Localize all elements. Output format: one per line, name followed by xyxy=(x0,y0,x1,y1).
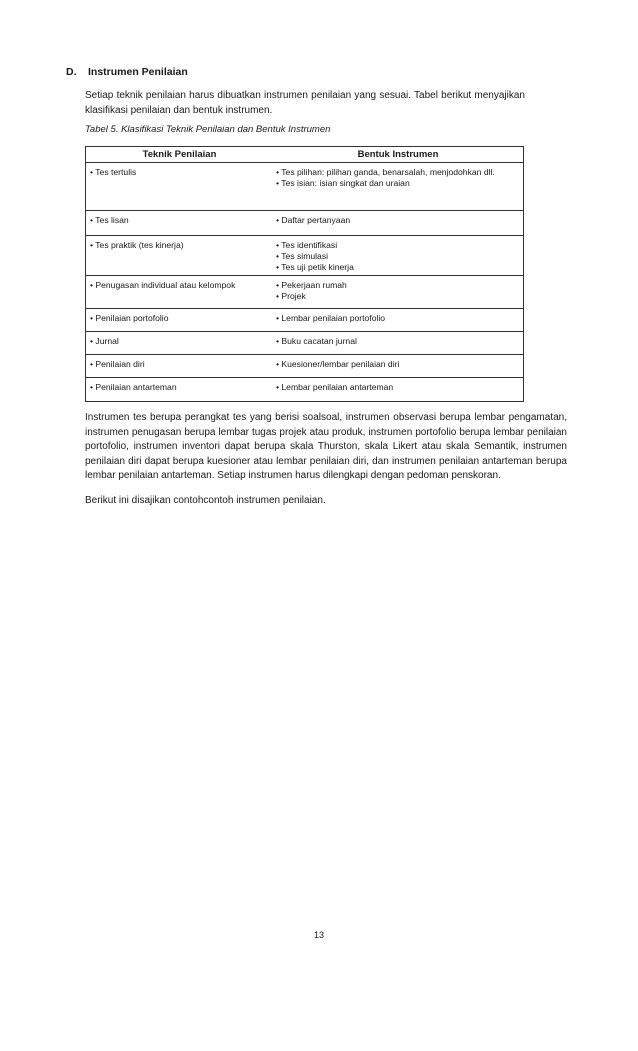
instrument-item: • Buku cacatan jurnal xyxy=(276,336,357,346)
technique-cell: • Penilaian portofolio xyxy=(90,313,169,323)
instrument-cell xyxy=(273,163,523,210)
header-teknik-penilaian: Teknik Penilaian xyxy=(142,149,217,160)
body-paragraph: Instrumen tes berupa perangkat tes yang berisi soalsoal, instrumen observasi berupa lembar pengamatan, instrumen penugasan berupa lembar tugas projek atau produk, instrumen portofolio berupa lembar penilaian portofolio, instrumen inventori dapat berupa skala Thurston, skala Likert atau skala Semantik, instrumen penilaian diri dapat berupa kuesioner atau lembar penilaian diri, dan instrumen penilaian antarteman berupa lembar penilaian antarteman. Setiap instrumen harus dilengkapi dengan pedoman penskoran. xyxy=(85,412,567,481)
instrument-item: • Tes simulasi xyxy=(276,251,329,261)
instrument-item: • Daftar pertanyaan xyxy=(276,215,351,225)
header-bentuk-instrumen: Bentuk Instrumen xyxy=(357,149,439,160)
section-letter: D. xyxy=(66,66,77,78)
instrument-cell xyxy=(273,276,523,308)
technique-cell: • Tes tertulis xyxy=(90,167,137,177)
table-row xyxy=(86,163,523,211)
table-row xyxy=(86,332,523,355)
table-row xyxy=(86,378,523,401)
table-header-row xyxy=(86,147,523,163)
table-row xyxy=(86,276,523,309)
technique-cell: • Tes praktik (tes kinerja) xyxy=(90,240,184,250)
instrument-item: • Projek xyxy=(276,291,306,301)
technique-cell: • Tes lisan xyxy=(90,215,129,225)
instrument-cell xyxy=(273,211,523,235)
technique-cell: • Penilaian diri xyxy=(90,359,145,369)
page-number: 13 xyxy=(313,930,324,940)
technique-cell: • Jurnal xyxy=(90,336,119,346)
instrument-item: • Tes uji petik kinerja xyxy=(276,262,354,272)
instrument-item: • Tes pilihan: pilihan ganda, benarsalah, menjodohkan dll. xyxy=(276,167,495,177)
technique-cell: • Penugasan individual atau kelompok xyxy=(90,280,236,290)
table-row xyxy=(86,309,523,332)
instrument-cell xyxy=(273,378,523,401)
table-row xyxy=(86,211,523,236)
technique-cell: • Penilaian antarteman xyxy=(90,382,177,392)
instrument-item: • Tes identifikasi xyxy=(276,240,338,250)
instrument-item: • Tes isian: isian singkat dan uraian xyxy=(276,178,410,188)
instrument-cell xyxy=(273,236,523,275)
instrument-item: • Lembar penilaian antarteman xyxy=(276,382,394,392)
section-heading xyxy=(66,66,188,78)
intro-paragraph: Setiap teknik penilaian harus dibuatkan instrumen penilaian yang sesuai. Tabel berikut menyajikan klasifikasi penilaian dan bentuk instrumen. xyxy=(85,90,525,116)
instrument-item: • Kuesioner/lembar penilaian diri xyxy=(276,359,400,369)
instrument-cell xyxy=(273,355,523,377)
instrument-cell xyxy=(273,309,523,331)
closing-paragraph: Berikut ini disajikan contohcontoh instrumen penilaian. xyxy=(85,495,326,506)
instrument-cell xyxy=(273,332,523,354)
instrument-item: • Pekerjaan rumah xyxy=(276,280,347,290)
table-row xyxy=(86,355,523,378)
table-row xyxy=(86,236,523,276)
table-caption: Tabel 5. Klasifikasi Teknik Penilaian dan Bentuk Instrumen xyxy=(85,124,331,135)
section-title: Instrumen Penilaian xyxy=(88,66,188,78)
instrument-item: • Lembar penilaian portofolio xyxy=(276,313,386,323)
classification-table xyxy=(85,146,524,402)
